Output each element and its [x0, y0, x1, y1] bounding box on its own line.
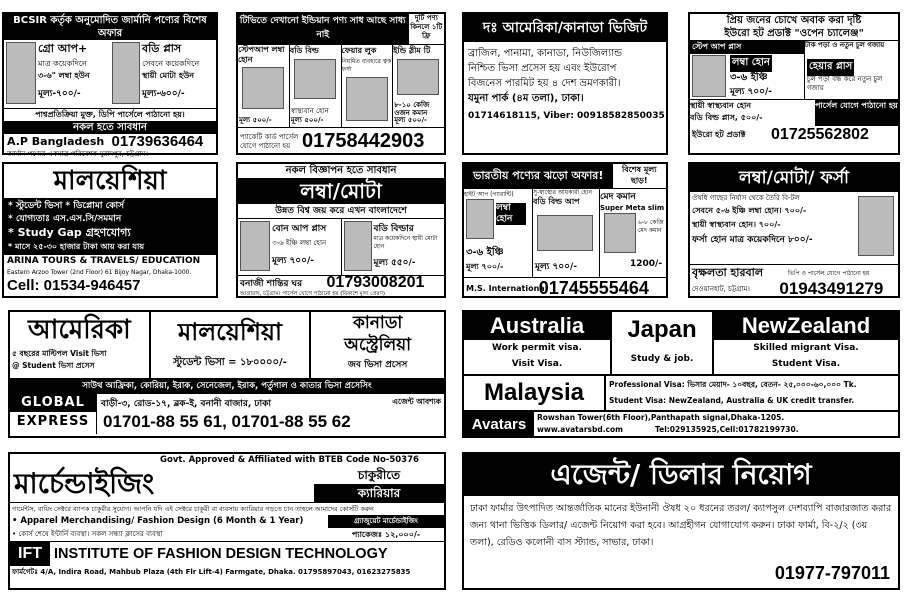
ad8-phone: 01943491279	[779, 279, 884, 298]
ad11-course2: • কোর্স শেষে ইন্টার্নি ব্যবস্থা। সকল সন্ধ্যা ক্লাসের ব্যবস্থা	[12, 530, 163, 538]
ad2-courier: প্যাকেটি কার্ড পার্সেল যোগে পাঠানো হয়	[240, 132, 299, 150]
ad10-australia-sub2: Visit Visa.	[511, 359, 563, 369]
ad-dhaka-pharma-dealer	[462, 452, 900, 590]
ad2-p1: স্টেপআপ লম্বা হোন	[238, 45, 285, 64]
ad10-japan: Japan	[627, 316, 697, 343]
ad7-p3-name: Super Meta slim	[600, 204, 665, 212]
ad11-course2-fee: প্যাকেজঃ ১২,০০০/-	[351, 530, 421, 539]
ad4-p3: স্থায়ী স্বাস্থ্যবান হোন	[690, 101, 752, 110]
ad2-p3-image	[346, 77, 388, 121]
ad1-company: A.P Bangladesh	[7, 134, 105, 148]
ad3-contact: 01714618115, Viber: 00918582850035	[468, 111, 665, 121]
ad9-sub2: @ Student ভিসা প্রসেস	[12, 361, 95, 370]
ad8-line3: স্থায়ী স্বাস্থ্যবান হোন। ৭০০/-	[692, 220, 781, 229]
ad9-title3: কানাডা	[352, 313, 403, 333]
ad4-p3-name: বডি বিল্ড প্লাস, ৫০০/-	[690, 113, 763, 122]
ad5-company: ARINA TOURS & TRAVELS/ EDUCATION	[7, 256, 201, 266]
ad10-tel: Tel:029135925,Cell:01782199730.	[655, 425, 799, 434]
ad1-header: BCSIR কর্তৃক অনুমোদিত জার্মানি পণ্যের বিশেষ অফার	[4, 14, 216, 40]
ad8-line1: ঔষধি গাছের নির্যাস থেকে তৈরি বি-টল	[692, 194, 800, 202]
ad10-australia: Australia	[464, 312, 610, 340]
ad6-subtitle: উন্নত বিশ্ব জয় করে এখন বাংলাদেশে	[275, 206, 407, 216]
ad9-countries: সাউথ আফ্রিকা, কোরিয়া, ইরাক, সেনেজেল, ইরাক, পর্তুগাল ও কাতার ভিসা প্রসেসিং	[10, 378, 444, 394]
ad3-line4: যমুনা পার্ক (৪ম তলা), ঢাকা।	[468, 93, 584, 104]
ad1-left-price: মূল্য-৭০০/-	[38, 89, 81, 99]
ad7-p2-name: বডি বিল্ড আপ	[533, 197, 580, 206]
ad2-p4-image	[397, 59, 439, 95]
ad2-p2-image	[294, 59, 336, 99]
ad1-product-right: বডি প্লাস	[142, 42, 182, 55]
ad6-p1-image	[240, 221, 270, 271]
ad-euro-hot-product	[688, 12, 900, 155]
ad7-p3-kg: ৬-৮ কেজি মেদ কমান	[638, 219, 664, 234]
ad9-title2: মালয়েশিয়া	[177, 318, 283, 346]
ad1-right-line1: সেবনে কয়েকদিনে	[142, 59, 200, 68]
ad2-p2: বডি বিল্ড	[289, 46, 319, 55]
ad11-institute: INSTITUTE OF FASHION DESIGN TECHNOLOGY	[54, 546, 388, 562]
ad7-special: বিশেষ মূল্য ছাড়!	[621, 165, 657, 185]
ad11-gov: Govt. Approved & Affiliated with BTEB Code No-50376	[160, 455, 419, 465]
ad-height-weight-herbal	[236, 162, 446, 298]
ad3-line1: ব্রাজিল, পানামা, কানাডা, নিউজিল্যান্ড	[468, 48, 623, 59]
ad-ift-merchandising	[8, 452, 446, 590]
ad2-p4-price: মূল্য ৫০০/-	[394, 116, 427, 124]
ad4-p2-line: চুল পড়া বন্ধ করে নতুন চুল গজায়	[806, 75, 883, 92]
ad2-phone: 01758442903	[302, 130, 425, 152]
ad5-cell: Cell: 01534-946457	[7, 277, 141, 294]
ad9-sub3: স্টুডেন্ট ভিসা = ১৮০০০০/-	[173, 357, 287, 368]
ad7-phone: 01745555464	[538, 277, 649, 298]
ad11-intro: গার্মেন্টস, বায়িং সেক্টরে ব্যাপক চাকুরীর সুযোগ। আপনি যদি এই সেক্টরে চাকুরী বা ব্যবসায় ক্যারিয়ার গড়তে চান তাহলে আমাদের কোর্সটি করুন	[10, 502, 444, 515]
ad5-bullet1: * স্টুডেন্ট ভিসা * ডিপ্লোমা কোর্স	[8, 201, 125, 211]
ad3-line3: বিজনেস পারমিট হয় ৪ দেশ ভ্রমণকারী।	[468, 78, 621, 89]
ad5-bullet3: * Study Gap গ্রহণযোগ্য	[8, 226, 131, 239]
ad10-nz-sub2: Student Visa.	[771, 359, 841, 369]
ad9-title4: অস্ট্রেলিয়া	[344, 335, 412, 355]
ad4-header1: প্রিয় জনের চোখে অবাক করা দৃষ্টি	[726, 15, 862, 26]
ad11-title2a: চাকুরীতে	[357, 468, 401, 482]
ad8-company: বৃক্ষলতা হারবাল	[692, 265, 764, 279]
ad1-courier: পাশ্বপ্রতিক্রিয়া মুক্ত, ডিপি পার্সেলে পাঠানো হয়।	[4, 108, 216, 121]
ad4-header2: ইউরো হট প্রডাক্ট "ওপেন চ্যালেঞ্জ"	[724, 28, 864, 39]
ad-indian-products-offer	[462, 162, 668, 298]
ad-malaysia-student-visa	[2, 162, 218, 298]
ad6-warning: নকল বিজ্ঞাপন হতে সাবধান	[285, 165, 397, 176]
ad9-sub4: জব ভিসা প্রসেস	[347, 360, 408, 370]
ad4-p2: টাক পড়া ও নতুন চুল গজায়	[804, 41, 885, 49]
ad10-japan-sub: Study & job.	[630, 354, 694, 364]
ad8-line2: সেবনে ৫-৬ ইঞ্চি লম্বা হোন। ৭০০/-	[692, 206, 807, 215]
ad7-p1-image	[466, 199, 494, 239]
ad-avatars-visa	[462, 310, 900, 438]
ad-herbal-tall-fat-fair	[688, 162, 900, 298]
ad1-person-image	[6, 42, 36, 104]
ad-indian-products-tv	[236, 12, 446, 155]
ad4-p1-image	[692, 55, 726, 97]
ad1-phone: 01739636464	[111, 132, 204, 150]
ad2-p2-health: স্বাস্থ্যবান হোন	[290, 107, 329, 115]
ad12-title: এজেন্ট/ ডিলার নিয়োগ	[464, 454, 898, 496]
ad6-p2-price: মূল্য ৫৫০/-	[373, 258, 416, 268]
ad10-address: Rowshan Tower(6th Floor),Panthapath signal,Dhaka-1205.	[537, 413, 785, 422]
ad8-person-image	[858, 196, 894, 256]
ad1-footer: জার্মান পণ্যের একমাত্র পরিবেশক মুরাদপুর, চট্টগ্রাম।	[7, 150, 148, 158]
ad8-line4: ফর্সা হোন মাত্র কয়েকদিনে ৮০০/-	[692, 235, 813, 245]
ad10-student-visa: Student Visa: NewZealand, Australia & UK credit transfer.	[609, 396, 855, 405]
ad1-left-line2: ৩-৬" লম্বা হউন	[38, 71, 90, 80]
ad6-p2-line: মাত্র কয়েকদিনে স্থায়ী মোটা হোন	[373, 235, 438, 250]
ad10-malaysia: Malaysia	[464, 376, 606, 410]
ad6-p1: বোন আপ প্লাস	[272, 224, 327, 234]
ad11-address: ফার্মগেটঃ 4/A, Indira Road, Mahbub Plaza (4th Flr Lift-4) Farmgate, Dhaka. 01795897043, 01623275835	[12, 568, 411, 576]
ad12-body: ঢাকা ফার্মার উৎপাদিত আন্তর্জাতিক মানের ইউনানী ঔষধ ২০ ধরনের তরল/ ক্যাপসুল দেশব্যাপি বাজারজাত করার জন্য থানা ভিত্তিক ডিলার/ এজেন্ট নিয়োগ করা হবে। আগ্রহীগন যোগাযোগ করুন। ঢাকা ফার্মা, বি-২/২ (৩য় তলা), রেডিও কলোনী বাস স্ট্যান্ড, সাভার, ঢাকা।	[470, 503, 892, 548]
ad5-title: মালয়েশিয়া	[53, 166, 167, 196]
ad2-header: টিভিতে দেখানো ইন্ডিয়ান পণ্য সাধ আছে সাধ্য নাই	[238, 14, 408, 44]
ad5-bullet2: * যোগ্যতাঃ এস.এস.সি/সমমান	[8, 214, 122, 224]
ad2-p1-price: মূল্য ৫০০/-	[239, 116, 272, 124]
ad11-title2b: ক্যারিয়ার	[314, 484, 444, 502]
ad10-pro-visa: Professional Visa: ভিসার মেয়াদ- ১০বছর, বেতন- ২৫,০০০-৬০,০০০ Tk.	[609, 380, 857, 389]
ad6-p2: বডি বিল্ডার	[373, 224, 414, 234]
ad7-p2: সু-স্বাস্থ্যের অধিকারী হোন	[533, 189, 592, 196]
ad4-p1-size: ৩-৬ ইঞ্চি	[730, 72, 768, 83]
ad7-p1-tag: লম্বা হোন	[496, 203, 526, 225]
ad7-p1-price: মূল্য ৭০০/-	[466, 262, 504, 271]
ad1-warning: নকল হতে সাবধান	[4, 121, 216, 134]
ad7-p3-price: 1200/-	[630, 259, 663, 269]
ad7-p2-price: মূল্য ৭০০/-	[535, 262, 578, 272]
ad9-agent: এজেন্ট আবশ্যক	[392, 397, 441, 406]
ad-bcsir-german-products	[2, 12, 218, 158]
ad5-bullet4: * মাসে ২৫-৩০ হাজার টাকা আয় করা যায়	[8, 242, 145, 251]
ad-south-america-canada-visit	[462, 12, 668, 155]
ad2-offer: দুটি পণ্য কিনলে ১টি ফ্রি	[408, 14, 444, 44]
ad9-address: বাড়ী-৩, রোড-১৭, ব্লক-ই, বনানী বাজার, ঢাকা	[101, 398, 272, 409]
ad4-company: ইউরো হট প্রডাক্ট	[692, 129, 746, 139]
ad5-address: Eastern Arzoo Tower (2nd Floor) 61 Bijoy Nagar, Dhaka-1000.	[7, 269, 192, 276]
ad1-product-left: গ্রো আপ+	[38, 42, 88, 55]
ad9-phones: 01701-88 55 61, 01701-88 55 62	[103, 412, 351, 431]
ad10-newzealand: NewZealand	[714, 312, 898, 340]
ad11-course1-tag: গ্র্যাজুয়েট মার্চেন্ডাইজিং	[328, 515, 444, 528]
ad4-p1-price: মূল্য ৭০০/-	[730, 87, 773, 97]
ad1-left-line1: মাত্র কয়েকদিনে	[38, 59, 87, 68]
ad4-phone: 01725562802	[771, 126, 869, 143]
ad-global-express-visa	[8, 310, 446, 438]
ad7-p1-size: ৩-৬ ইঞ্চি	[466, 247, 504, 258]
ad6-title: লম্বা/মোটা	[238, 178, 444, 204]
ad2-p4-desc: ৮-১০ কেজি ওজন কমান	[394, 101, 430, 117]
ad9-sub1: ৫ বছরের মাল্টিপল Visit ভিসা	[12, 349, 107, 358]
ad4-p1: স্টেপ আপ প্লাস	[690, 41, 804, 54]
ad8-address: দেওয়ানহাট, চট্টগ্রাম।	[692, 285, 750, 293]
ad10-brand: Avatars	[464, 412, 534, 438]
ad7-company: M.S. International	[466, 283, 548, 293]
ad10-nz-sub1: Skilled migrant Visa.	[753, 343, 859, 353]
ad6-p2-image	[344, 221, 372, 271]
ad4-p3-courier: পার্সেল যোগে পাঠানো হয়	[815, 100, 898, 126]
ad2-p3: ফেয়ার লুক	[341, 46, 377, 55]
ad12-phone: 01977-797011	[771, 563, 890, 584]
ad2-p1-image	[242, 67, 284, 109]
ad10-web: www.avatarsbd.com	[537, 425, 623, 434]
ad6-p1-price: মূল্য ৭০০/-	[272, 256, 315, 266]
ad7-p3: মেদ কমান	[600, 192, 636, 202]
ad4-p2-name: হেয়ার প্লাস	[807, 59, 854, 76]
ad2-p2-price: মূল্য ৫০০/-	[290, 116, 324, 124]
ad8-title: লম্বা/মোটা/ ফর্সা	[690, 164, 898, 192]
ad11-logo: IFT	[10, 542, 50, 566]
ad2-p4: ইন্ডি স্লীম টি	[393, 46, 431, 55]
ad7-p1: হাইট আপ (গ্যারান্টি)	[464, 191, 514, 198]
ad11-title: মার্চেন্ডাইজিং	[14, 467, 155, 500]
ad11-course1: • Apparel Merchandising/ Fashion Design (6 Month & 1 Year)	[12, 516, 304, 526]
ad6-footer: আগ্রাবাদ, চট্টগ্রাম। পার্সেল যোগে পাঠানো হয় (বিকাশে মূল্য প্রেরণ)	[240, 291, 386, 297]
ad4-p1-tag: লম্বা হোন	[730, 55, 772, 72]
ad10-australia-sub1: Work permit visa.	[491, 343, 583, 353]
ad9-brand1: GLOBAL	[10, 394, 96, 412]
ad9-title1: আমেরিকা	[28, 315, 131, 345]
ad7-p3-image	[604, 213, 636, 253]
ad2-p3-desc: নিয়মিত ব্যবহারে ত্বক ফর্সা	[341, 58, 392, 73]
ad8-courier: ভিপি ও পার্সেল যোগে পাঠানো হয়	[787, 269, 870, 277]
ad6-phone: 01793008201	[326, 274, 425, 291]
ad7-p2-image	[537, 215, 593, 251]
ad3-line2: নিশ্চিত ভিসা প্রসেস হয় এবং ইউরোপ	[468, 63, 617, 74]
ad1-bodybuilder-image	[112, 42, 140, 104]
ad1-right-line2: স্থায়ী মোটা হউন	[142, 71, 195, 80]
ad1-right-price: মূল্য-৬০০/-	[142, 89, 185, 99]
ad3-header: দঃ আমেরিকা/কানাডা ভিজিট	[464, 14, 666, 42]
ad6-p1-line: ৩-৬ ইঞ্চি লম্বা হোন	[272, 239, 327, 247]
ad7-header: ভারতীয় পণ্যের ঝড়ো অফার!	[464, 164, 613, 188]
ad6-company: বনাজী শান্তির ঘর	[240, 278, 303, 289]
ad9-brand2: EXPRESS	[16, 414, 90, 429]
